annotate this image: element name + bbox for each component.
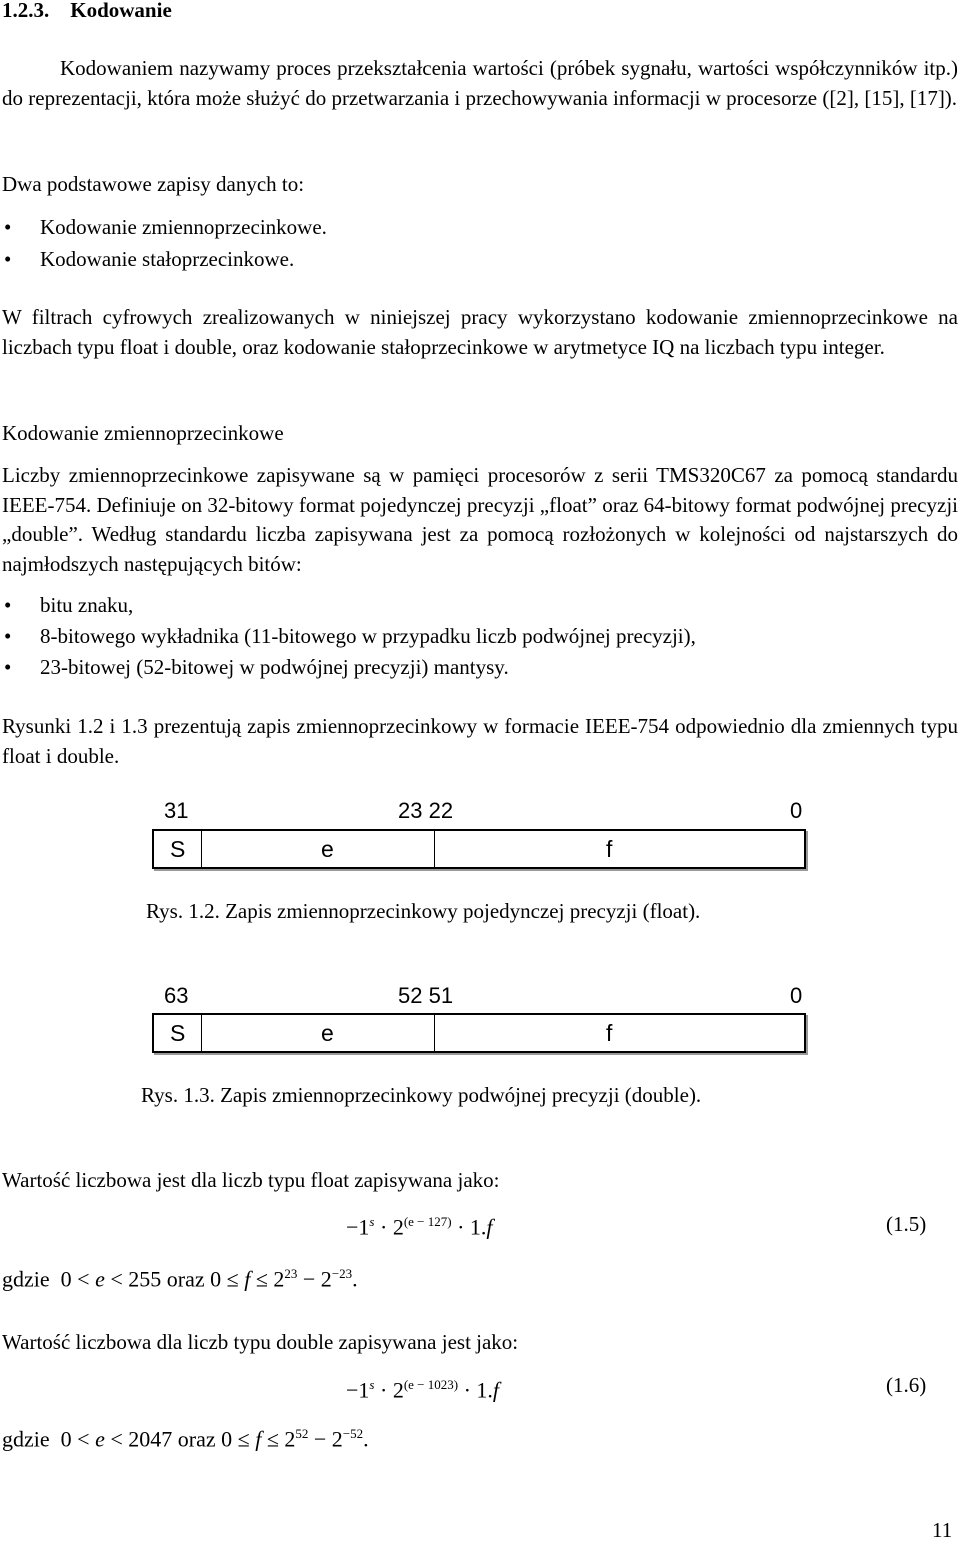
eq-sign-exp: s bbox=[369, 1214, 375, 1229]
exponent-field: e bbox=[321, 1020, 334, 1046]
cond-f: f bbox=[255, 1426, 262, 1452]
cond-part: < 255 oraz 0 ≤ bbox=[104, 1266, 245, 1292]
cond-exp: 52 bbox=[295, 1426, 309, 1441]
eq-two: 2 bbox=[392, 1377, 404, 1403]
cond-f: f bbox=[244, 1266, 251, 1292]
cond-exp: −23 bbox=[331, 1266, 353, 1281]
equation-number: (1.5) bbox=[886, 1212, 927, 1236]
cond-part: 0 < bbox=[60, 1266, 96, 1292]
list-item bbox=[2, 215, 602, 245]
section-heading bbox=[2, 0, 172, 23]
float-value-intro: Wartość liczbowa jest dla liczb typu float zapisywana jako: bbox=[2, 1168, 500, 1192]
float-conditions bbox=[2, 1266, 358, 1292]
subheading: Kodowanie zmiennoprzecinkowe bbox=[2, 421, 284, 445]
cond-part: − 2 bbox=[297, 1266, 332, 1292]
eq-exponent: (e − 1023) bbox=[403, 1377, 459, 1392]
bit-index-low: 0 bbox=[790, 798, 803, 823]
list-item bbox=[2, 247, 602, 277]
eq-dot: · bbox=[379, 1214, 388, 1240]
eq-tail: 1. bbox=[469, 1214, 487, 1240]
bit-index-mid: 52 51 bbox=[398, 983, 454, 1008]
section-title: Kodowanie bbox=[70, 0, 172, 22]
bullet-icon: • bbox=[4, 593, 12, 617]
list-item bbox=[2, 655, 902, 685]
list-item-text: 8-bitowego wykładnika (11-bitowego w przypadku liczb podwójnej precyzji), bbox=[40, 624, 696, 648]
field-divider bbox=[434, 1015, 435, 1051]
cond-part: < 2047 oraz 0 ≤ bbox=[104, 1426, 256, 1452]
intro-paragraph: Kodowaniem nazywamy proces przekształcenia wartości (próbek sygnału, wartości współczynników itp.) do reprezentacji, która może służyć do przetwarzania i przechowywania informacji w procesorze ([2], [15], [17]). bbox=[2, 56, 958, 110]
equation-double bbox=[346, 1377, 499, 1403]
sign-field: S bbox=[170, 836, 186, 862]
eq-tail: 1. bbox=[476, 1377, 493, 1403]
double-value-intro: Wartość liczbowa dla liczb typu double zapisywana jest jako: bbox=[2, 1330, 519, 1354]
cond-part: − 2 bbox=[308, 1426, 343, 1452]
records-intro: Dwa podstawowe zapisy danych to: bbox=[2, 172, 305, 196]
cond-part: 0 < bbox=[60, 1426, 96, 1452]
mantissa-field: f bbox=[606, 836, 613, 862]
eq-f: f bbox=[486, 1214, 493, 1240]
float-bit-layout bbox=[152, 829, 806, 869]
cond-e: e bbox=[95, 1266, 105, 1292]
eq-dot: · bbox=[379, 1377, 388, 1403]
figure-caption: Rys. 1.3. Zapis zmiennoprzecinkowy podwójnej precyzji (double). bbox=[141, 1083, 702, 1107]
eq-base: −1 bbox=[346, 1214, 370, 1240]
sign-field: S bbox=[170, 1020, 186, 1046]
list-item-text: 23-bitowej (52-bitowej w podwójnej precyzji) mantysy. bbox=[40, 655, 509, 679]
figure-caption: Rys. 1.2. Zapis zmiennoprzecinkowy pojedynczej precyzji (float). bbox=[146, 899, 701, 923]
eq-dot: · bbox=[457, 1214, 465, 1240]
double-conditions bbox=[2, 1426, 369, 1452]
eq-exponent: (e − 127) bbox=[403, 1214, 452, 1229]
field-divider bbox=[201, 831, 202, 867]
bit-index-low: 0 bbox=[790, 983, 803, 1008]
eq-base: −1 bbox=[346, 1377, 370, 1403]
where-word: gdzie bbox=[2, 1266, 50, 1292]
mantissa-field: f bbox=[606, 1020, 613, 1046]
cond-part: ≤ 2 bbox=[261, 1426, 296, 1452]
figures-paragraph: Rysunki 1.2 i 1.3 prezentują zapis zmiennoprzecinkowy w formacie IEEE-754 odpowiednio dla zmiennych typu float i double. bbox=[2, 714, 958, 768]
cond-end: . bbox=[352, 1266, 358, 1292]
cond-exp: −52 bbox=[342, 1426, 364, 1441]
double-bit-layout bbox=[152, 1013, 806, 1053]
equation-float bbox=[346, 1214, 493, 1240]
bit-index-mid: 23 22 bbox=[398, 798, 454, 823]
list-item-text: bitu znaku, bbox=[40, 593, 134, 617]
field-divider bbox=[434, 831, 435, 867]
equation-number: (1.6) bbox=[886, 1373, 927, 1397]
cond-exp: 23 bbox=[284, 1266, 298, 1281]
filters-paragraph: W filtrach cyfrowych zrealizowanych w niniejszej pracy wykorzystano kodowanie zmiennoprzecinkowe na liczbach typu float i double, oraz kodowanie stałoprzecinkowe w arytmetyce IQ na liczbach typu integer. bbox=[2, 305, 958, 359]
page-number: 11 bbox=[932, 1518, 953, 1542]
field-divider bbox=[201, 1015, 202, 1051]
list-item-text: Kodowanie stałoprzecinkowe. bbox=[40, 247, 295, 271]
cond-part: ≤ 2 bbox=[250, 1266, 285, 1292]
eq-two: 2 bbox=[392, 1214, 404, 1240]
eq-sign-exp: s bbox=[369, 1377, 375, 1392]
cond-end: . bbox=[363, 1426, 369, 1452]
section-number: 1.2.3. bbox=[2, 0, 50, 22]
bit-index-high: 63 bbox=[164, 983, 189, 1008]
bit-index-high: 31 bbox=[164, 798, 189, 823]
where-word: gdzie bbox=[2, 1426, 50, 1452]
eq-dot: · bbox=[463, 1377, 471, 1403]
list-item bbox=[2, 624, 902, 654]
list-item-text: Kodowanie zmiennoprzecinkowe. bbox=[40, 215, 327, 239]
floating-paragraph: Liczby zmiennoprzecinkowe zapisywane są w pamięci procesorów z serii TMS320C67 za pomocą standardu IEEE-754. Definiuje on 32-bitowy format pojedynczej precyzji „float” oraz 64-bitowy format podwójnej precyzji „double”. Według standardu liczba zapisywana jest za pomocą rozłożonych w kolejności od najstarszych do najmłodszych następujących bitów: bbox=[2, 463, 958, 576]
bullet-icon: • bbox=[4, 247, 12, 271]
bullet-icon: • bbox=[4, 215, 12, 239]
bullet-icon: • bbox=[4, 655, 12, 679]
eq-f: f bbox=[492, 1377, 500, 1403]
cond-e: e bbox=[95, 1426, 105, 1452]
exponent-field: e bbox=[321, 836, 334, 862]
bullet-icon: • bbox=[4, 624, 12, 648]
list-item bbox=[2, 593, 902, 623]
